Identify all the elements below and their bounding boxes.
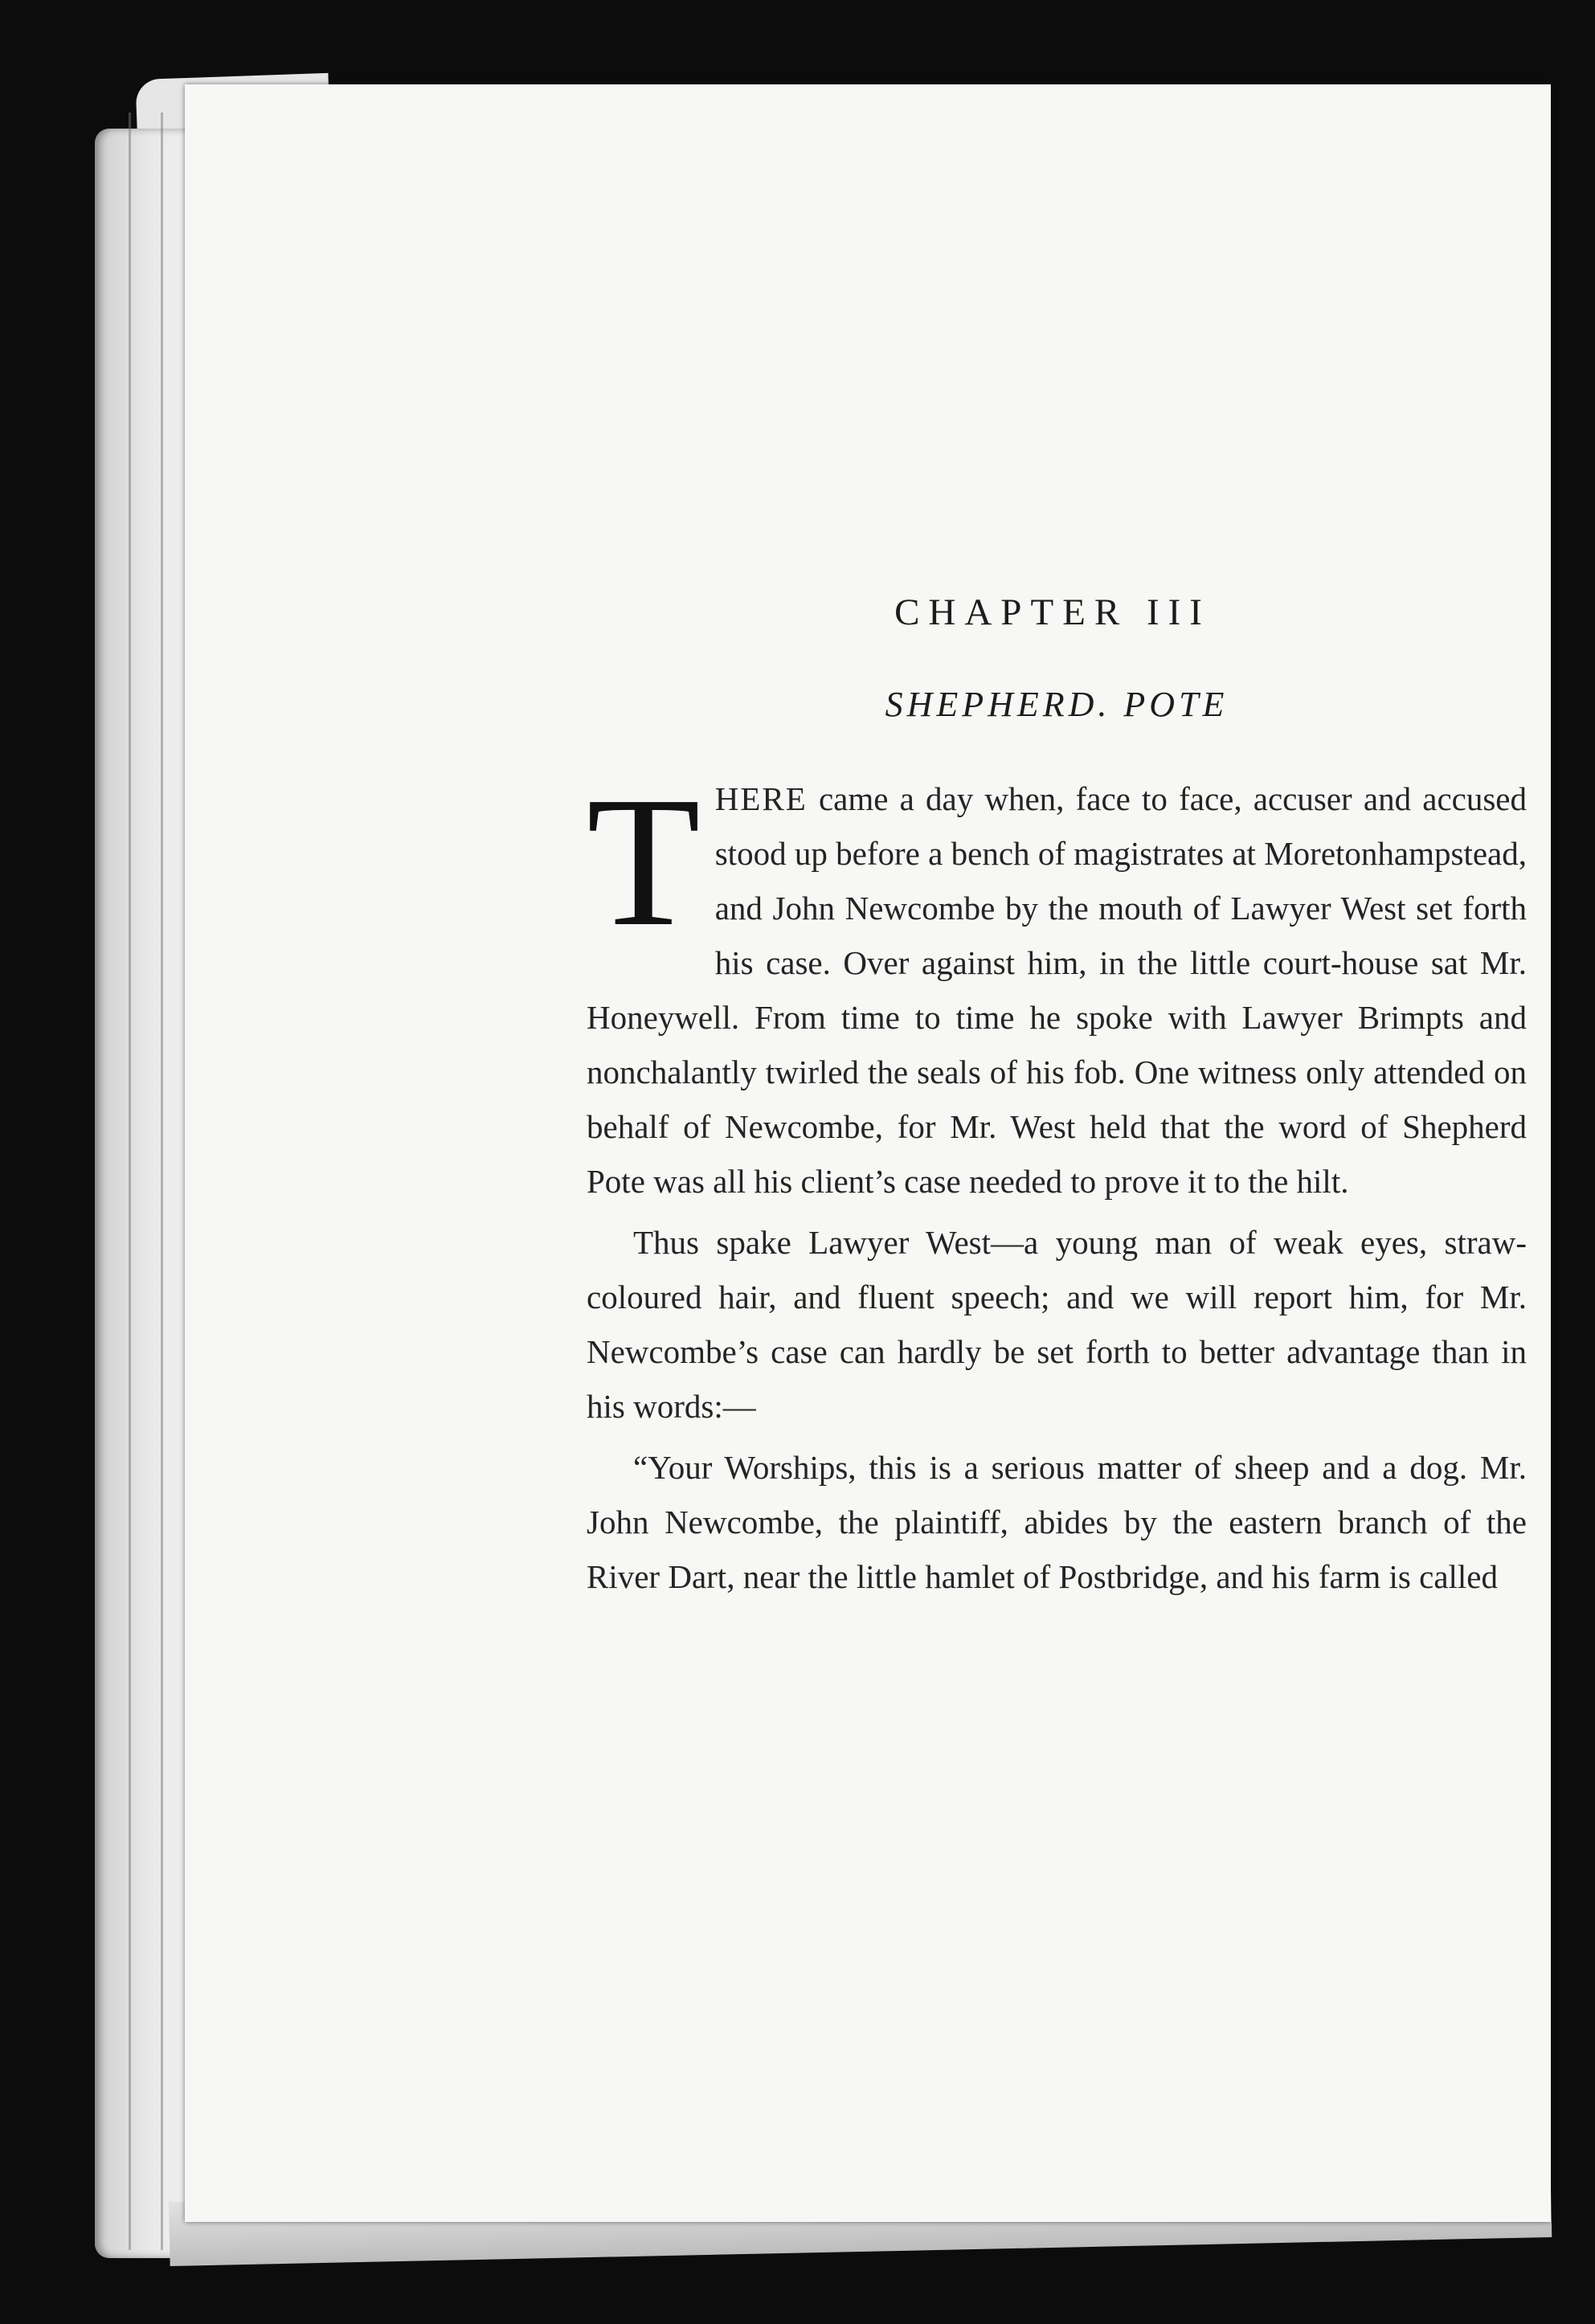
paragraph-2: Thus spake Lawyer West—a young man of weak eyes, straw-coloured hair, and fluent speech; and we will report him, for Mr. Newcombe’s case can hardly be set forth to better advantage than in his words:— [587,1224,1527,1425]
first-word-smallcaps: HERE [714,780,808,817]
paragraph-3: “Your Worships, this is a serious matter of sheep and a dog. Mr. John Newcombe, the plaintiff, abides by the eastern branch of the River Dart, near the little hamlet of Postbridge, and his farm is called [587,1449,1527,1595]
page-edge-line [129,113,131,2250]
chapter-number: CHAPTER III [894,591,1211,633]
drop-cap-letter: T [587,759,701,965]
paragraph-1 [587,759,1527,1209]
paragraph-1-text: came a day when, face to face, accuser and accused stood up before a bench of magistrates at Moretonhampstead, and John Newcombe by the mouth of Lawyer West set forth his case. Over against him, in the little court-house sat Mr. Honeywell. From time to time he spoke with Lawyer Brimpts and nonchalantly twirled the seals of his fob. One witness only attended on behalf of Newcombe, for Mr. West held that the word of Shepherd Pote was all his client’s case needed to prove it to the hilt. [587,780,1527,1200]
page-edge-line [161,113,163,2250]
chapter-title: SHEPHERD. POTE [885,685,1229,724]
page-text-block [587,591,1527,1604]
